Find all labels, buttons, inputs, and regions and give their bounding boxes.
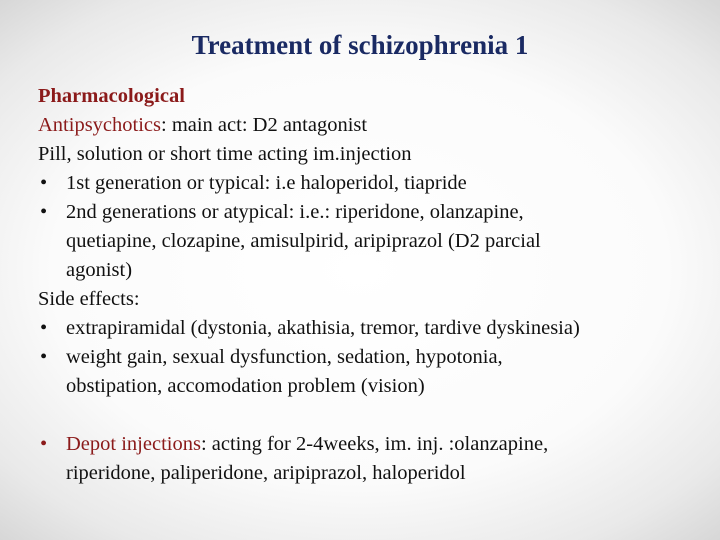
spacer [38, 401, 710, 430]
bullet-dot: • [40, 317, 48, 339]
bullet-text: 2nd generations or atypical: i.e.: riperidone, olanzapine, quetiapine, clozapine, amisulpirid, aripiprazol (D2 parcial agonist) [66, 201, 541, 281]
bullet-dot: • [40, 201, 48, 223]
side-effects-heading: Side effects: [38, 288, 140, 310]
depot-label: Depot injections [66, 433, 201, 455]
bullet-dot: • [40, 433, 48, 455]
depot-text [66, 433, 548, 484]
antipsychotics-line [38, 111, 710, 140]
bullet-dot: • [40, 346, 48, 368]
antipsychotics-text: : main act: D2 antagonist [161, 114, 368, 136]
bullet-extrapiramidal [38, 314, 710, 343]
bullet-text: weight gain, sexual dysfunction, sedation, hypotonia, obstipation, accomodation problem (vision) [66, 346, 503, 397]
bullet-depot-injections [38, 430, 710, 488]
bullet-dot: • [40, 172, 48, 194]
pharmacological-heading: Pharmacological [38, 85, 185, 107]
slide-body [38, 82, 710, 488]
bullet-text: extrapiramidal (dystonia, akathisia, tremor, tardive dyskinesia) [66, 317, 580, 339]
bullet-weight-gain [38, 343, 710, 401]
slide-title: Treatment of schizophrenia 1 [191, 30, 529, 60]
antipsychotics-label: Antipsychotics [38, 114, 161, 136]
bullet-second-generation [38, 198, 710, 285]
bullet-text: 1st generation or typical: i.e haloperidol, tiapride [66, 172, 467, 194]
bullet-first-generation [38, 169, 710, 198]
depot-rest: : acting for 2-4weeks, im. inj. :olanzapine, riperidone, paliperidone, aripiprazol, haloperidol [66, 433, 549, 484]
forms-line: Pill, solution or short time acting im.injection [38, 143, 412, 165]
